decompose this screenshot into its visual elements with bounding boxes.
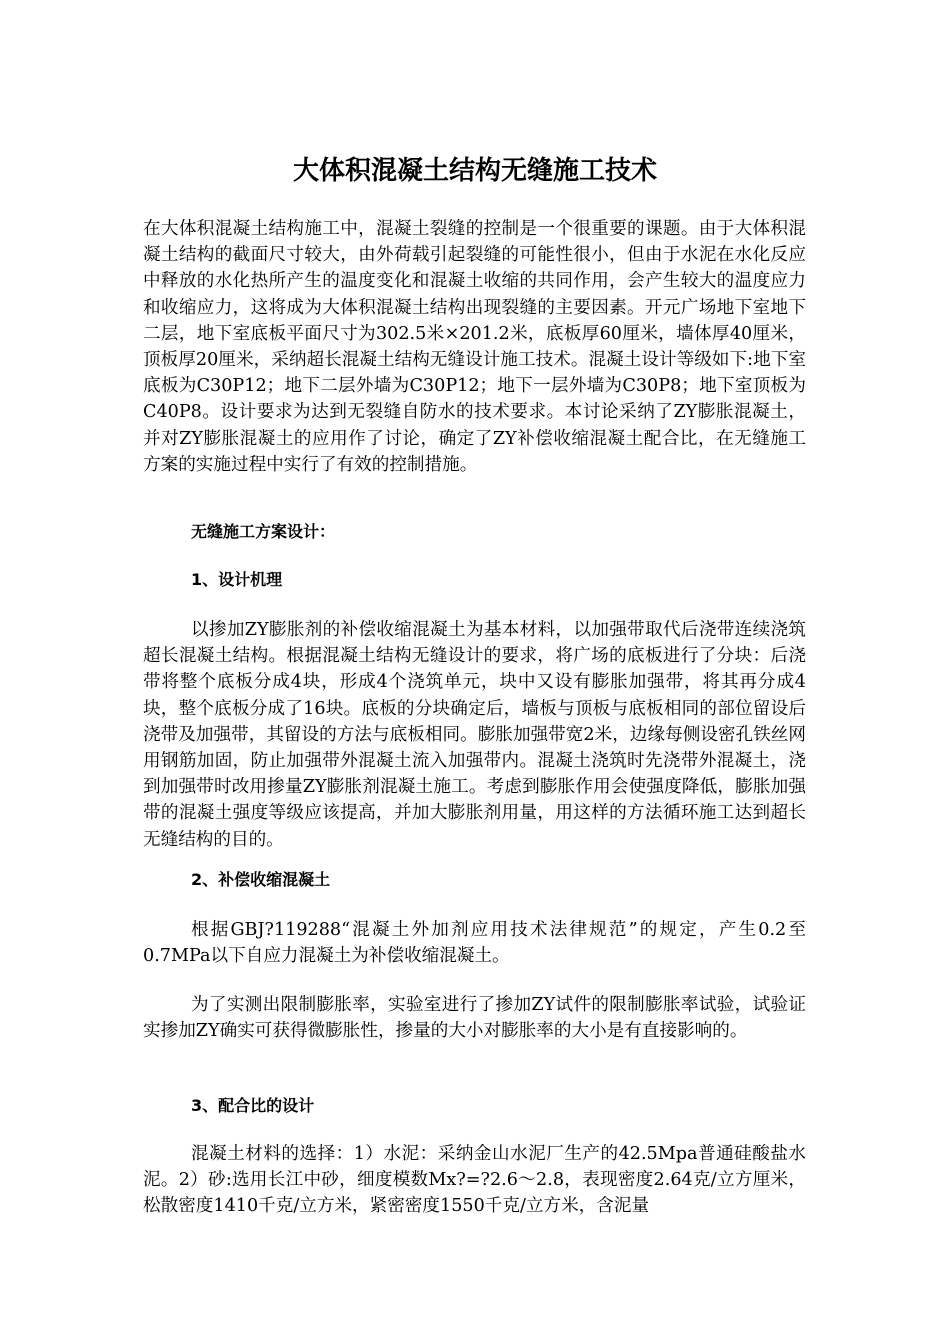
intro-paragraph: 在大体积混凝土结构施工中，混凝土裂缝的控制是一个很重要的课题。由于大体积混凝土结构的截面尺寸较大，由外荷载引起裂缝的可能性很小，但由于水泥在水化反应中释放的水化热所产生的温度变化和混凝土收缩的共同作用，会产生较大的温度应力和收缩应力，这将成为大体积混凝土结构出现裂缝的主要因素。开元广场地下室地下二层，地下室底板平面尺寸为302.5米×201.2米，底板厚60厘米，墙体厚40厘米，顶板厚20厘米，采纳超长混凝土结构无缝设计施工技术。混凝土设计等级如下:地下室底板为C30P12；地下二层外墙为C30P12；地下一层外墙为C30P8；地下室顶板为C40P8。设计要求为达到无裂缝自防水的技术要求。本讨论采纳了ZY膨胀混凝土，并对ZY膨胀混凝土的应用作了讨论，确定了ZY补偿收缩混凝土配合比，在无缝施工方案的实施过程中实行了有效的控制措施。 — [143, 219, 806, 475]
section-heading-mix-design: 3、配合比的设计 — [191, 1096, 315, 1115]
compensating-concrete-paragraph-1: 根据GBJ?119288“混凝土外加剂应用技术法律规范”的规定，产生0.2至0.7MPa以下自应力混凝土为补偿收缩混凝土。 — [143, 920, 806, 967]
section-heading-mechanism: 1、设计机理 — [191, 570, 283, 589]
document-title: 大体积混凝土结构无缝施工技术 — [292, 156, 657, 186]
section-heading-compensating-concrete: 2、补偿收缩混凝土 — [191, 870, 331, 889]
mix-design-paragraph: 混凝土材料的选择：1）水泥：采纳金山水泥厂生产的42.5Mpa普通硅酸盐水泥。2）砂:选用长江中砂，细度模数Mx?=?2.6～2.8，表现密度2.64克/立方厘米，松散密度1410千克/立方米，紧密密度1550千克/立方米，含泥量 — [143, 1144, 806, 1217]
section-heading-plan: 无缝施工方案设计： — [191, 522, 336, 541]
compensating-concrete-paragraph-2: 为了实测出限制膨胀率，实验室进行了掺加ZY试件的限制膨胀率试验，试验证实掺加ZY确实可获得微膨胀性，掺量的大小对膨胀率的大小是有直接影响的。 — [143, 995, 806, 1042]
mechanism-paragraph: 以掺加ZY膨胀剂的补偿收缩混凝土为基本材料，以加强带取代后浇带连续浇筑超长混凝土结构。根据混凝土结构无缝设计的要求，将广场的底板进行了分块：后浇带将整个底板分成4块，形成4个浇筑单元，块中又设有膨胀加强带，将其再分成4块，整个底板分成了16块。底板的分块确定后，墙板与顶板与底板相同的部位留设后浇带及加强带，其留设的方法与底板相同。膨胀加强带宽2米，边缘每侧设密孔铁丝网用钢筋加固，防止加强带外混凝土流入加强带内。混凝土浇筑时先浇带外混凝土，浇到加强带时改用掺量ZY膨胀剂混凝土施工。考虑到膨胀作用会使强度降低，膨胀加强带的混凝土强度等级应该提高，并加大膨胀剂用量，用这样的方法循环施工达到超长无缝结构的目的。 — [143, 620, 806, 850]
